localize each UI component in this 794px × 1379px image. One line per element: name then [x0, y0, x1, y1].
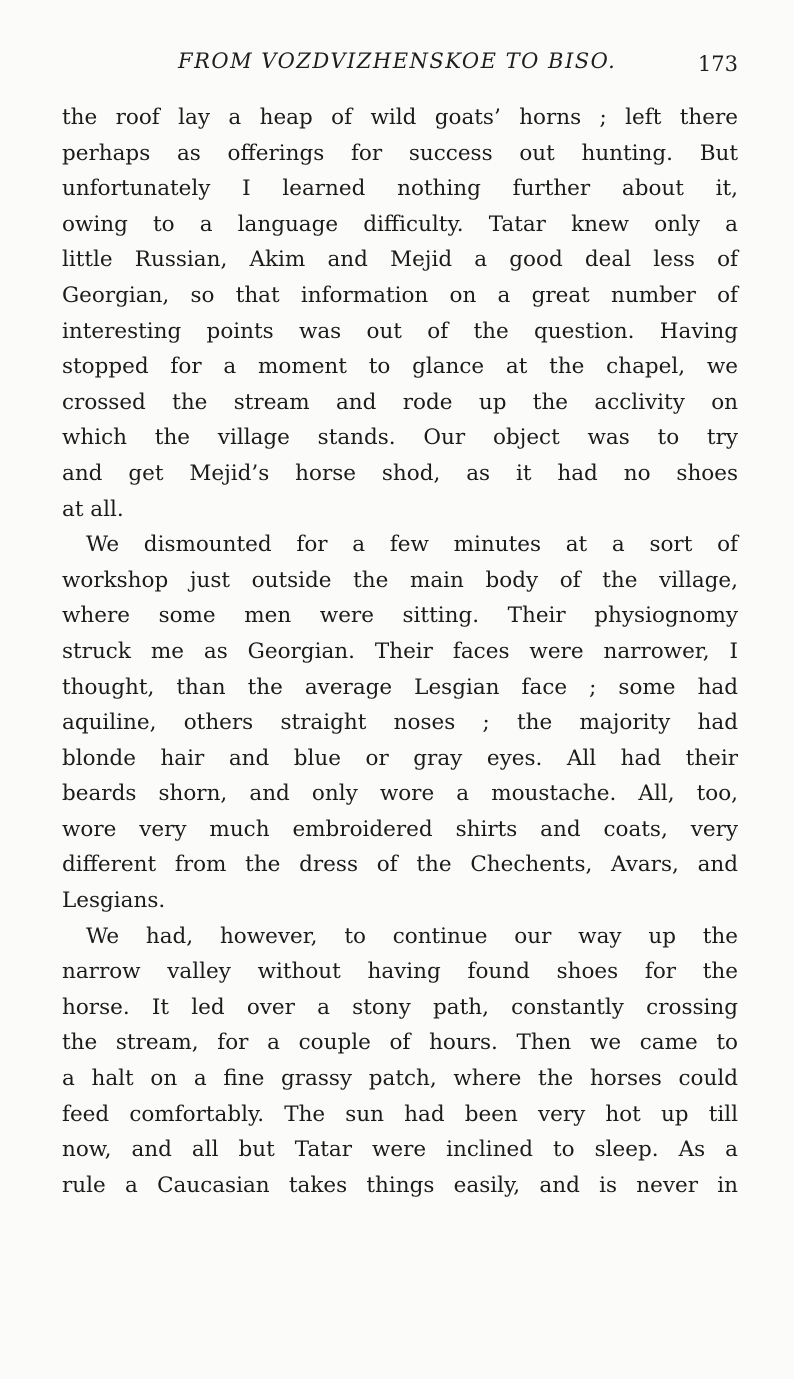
text-line: Lesgians.: [62, 888, 166, 914]
text-line: interesting points was out of the question. Having: [62, 318, 738, 344]
page-number: 173: [697, 52, 738, 76]
text-line: workshop just outside the main body of the village,: [62, 567, 738, 593]
text-line: different from the dress of the Chechents, Avars, and: [62, 852, 738, 878]
text-line: the roof lay a heap of wild goats’ horns ; left there: [62, 105, 738, 130]
text-line: which the village stands. Our object was to try: [62, 425, 738, 451]
text-line: owing to a language difficulty. Tatar knew only a: [62, 211, 738, 237]
text-line: crossed the stream and rode up the acclivity on: [62, 389, 738, 415]
text-line: We dismounted for a few minutes at a sort of: [86, 532, 738, 558]
text-line: feed comfortably. The sun had been very hot up till: [62, 1101, 738, 1127]
text-line: rule a Caucasian takes things easily, and is never in: [62, 1172, 738, 1198]
text-line: perhaps as offerings for success out hunting. But: [62, 140, 738, 166]
text-line: aquiline, others straight noses ; the majority had: [62, 710, 738, 736]
text-line: the stream, for a couple of hours. Then we came to: [62, 1030, 738, 1056]
text-line: unfortunately I learned nothing further about it,: [62, 176, 738, 202]
text-line: a halt on a fine grassy patch, where the horses could: [62, 1066, 738, 1092]
text-line: struck me as Georgian. Their faces were narrower, I: [62, 638, 738, 664]
running-head: [62, 44, 738, 78]
text-line: stopped for a moment to glance at the chapel, we: [62, 354, 738, 380]
text-line: horse. It led over a stony path, constantly crossing: [62, 994, 738, 1020]
text-line: Georgian, so that information on a great number of: [62, 282, 738, 308]
text-line: where some men were sitting. Their physiognomy: [62, 603, 738, 629]
text-line: beards shorn, and only wore a moustache. All, too,: [62, 781, 738, 807]
text-line: at all.: [62, 496, 124, 522]
text-line: blonde hair and blue or gray eyes. All had their: [62, 745, 738, 771]
running-title: FROM VOZDVIZHENSKOE TO BISO.: [178, 49, 617, 73]
text-line: thought, than the average Lesgian face ; some had: [62, 674, 738, 700]
text-line: little Russian, Akim and Mejid a good deal less of: [62, 247, 738, 273]
text-line: wore very much embroidered shirts and coats, very: [62, 816, 738, 842]
text-line: and get Mejid’s horse shod, as it had no shoes: [62, 460, 738, 486]
body-text: [62, 100, 738, 1203]
text-line: narrow valley without having found shoes for the: [62, 959, 738, 985]
text-line: now, and all but Tatar were inclined to sleep. As a: [62, 1137, 738, 1163]
text-line: We had, however, to continue our way up the: [86, 923, 738, 949]
